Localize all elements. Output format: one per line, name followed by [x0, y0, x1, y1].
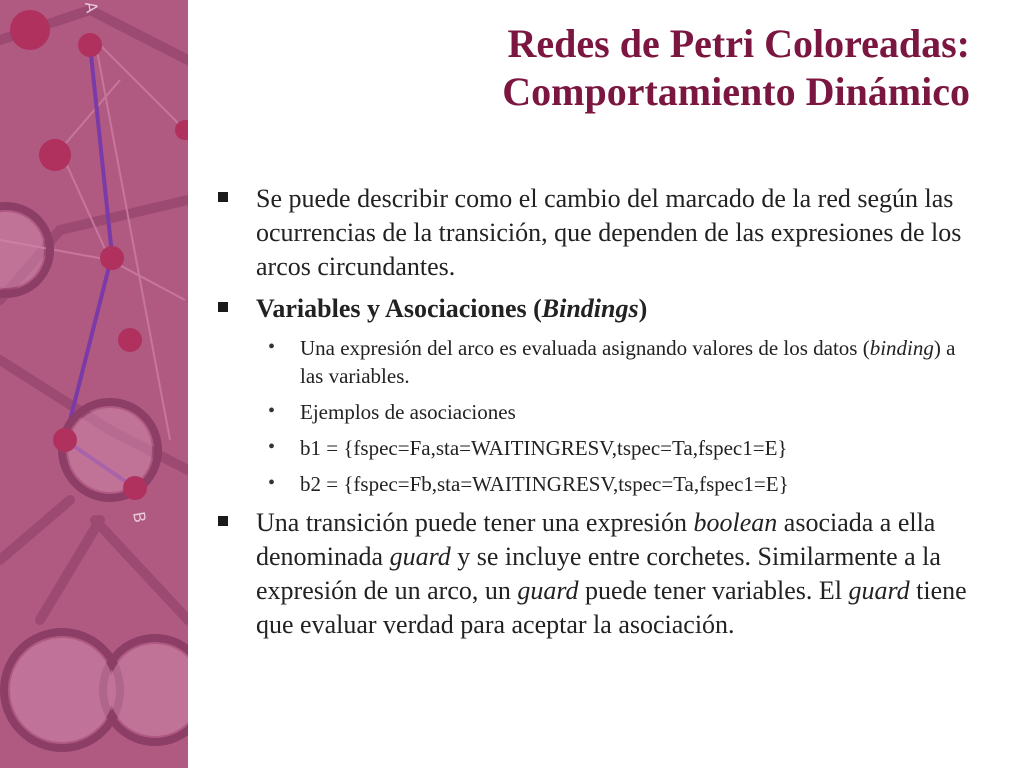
sub-bullet-expresion: • Una expresión del arco es evaluada asignando valores de los datos (binding) a las variables.: [216, 334, 976, 390]
sub-bullet-b2: • b2 = {fspec=Fb,sta=WAITINGRESV,tspec=Ta,fspec1=E}: [216, 470, 976, 498]
slide-title: [230, 20, 970, 116]
sub-bullet-ejemplos: • Ejemplos de asociaciones: [216, 398, 976, 426]
slide-body: [216, 182, 976, 650]
square-bullet-icon: [218, 302, 228, 312]
title-line-1: Redes de Petri Coloreadas:: [507, 21, 970, 66]
title-line-2: Comportamiento Dinámico: [502, 69, 970, 114]
bullet-guard: Una transición puede tener una expresión boolean asociada a ella denominada guard y se incluye entre corchetes. Similarmente a la expresión de un arco, un guard puede tener variables. El guard tiene que evaluar verdad para aceptar la asociación.: [216, 506, 976, 642]
dot-bullet-icon: •: [268, 436, 276, 458]
bullet-variables: Variables y Asociaciones (Bindings): [216, 292, 976, 326]
dot-bullet-icon: •: [268, 400, 276, 422]
square-bullet-icon: [218, 192, 228, 202]
side-letter-b: B: [129, 510, 150, 525]
bullet-marcado: Se puede describir como el cambio del marcado de la red según las ocurrencias de la transición, que dependen de las expresiones de los arcos circundantes.: [216, 182, 976, 284]
dot-bullet-icon: •: [268, 336, 276, 358]
decorative-side-panel: [0, 0, 188, 768]
petri-net-illustration: [0, 0, 188, 768]
dot-bullet-icon: •: [268, 472, 276, 494]
sub-bullet-b1: • b1 = {fspec=Fa,sta=WAITINGRESV,tspec=Ta,fspec1=E}: [216, 434, 976, 462]
side-letter-a: A: [81, 0, 102, 15]
square-bullet-icon: [218, 516, 228, 526]
